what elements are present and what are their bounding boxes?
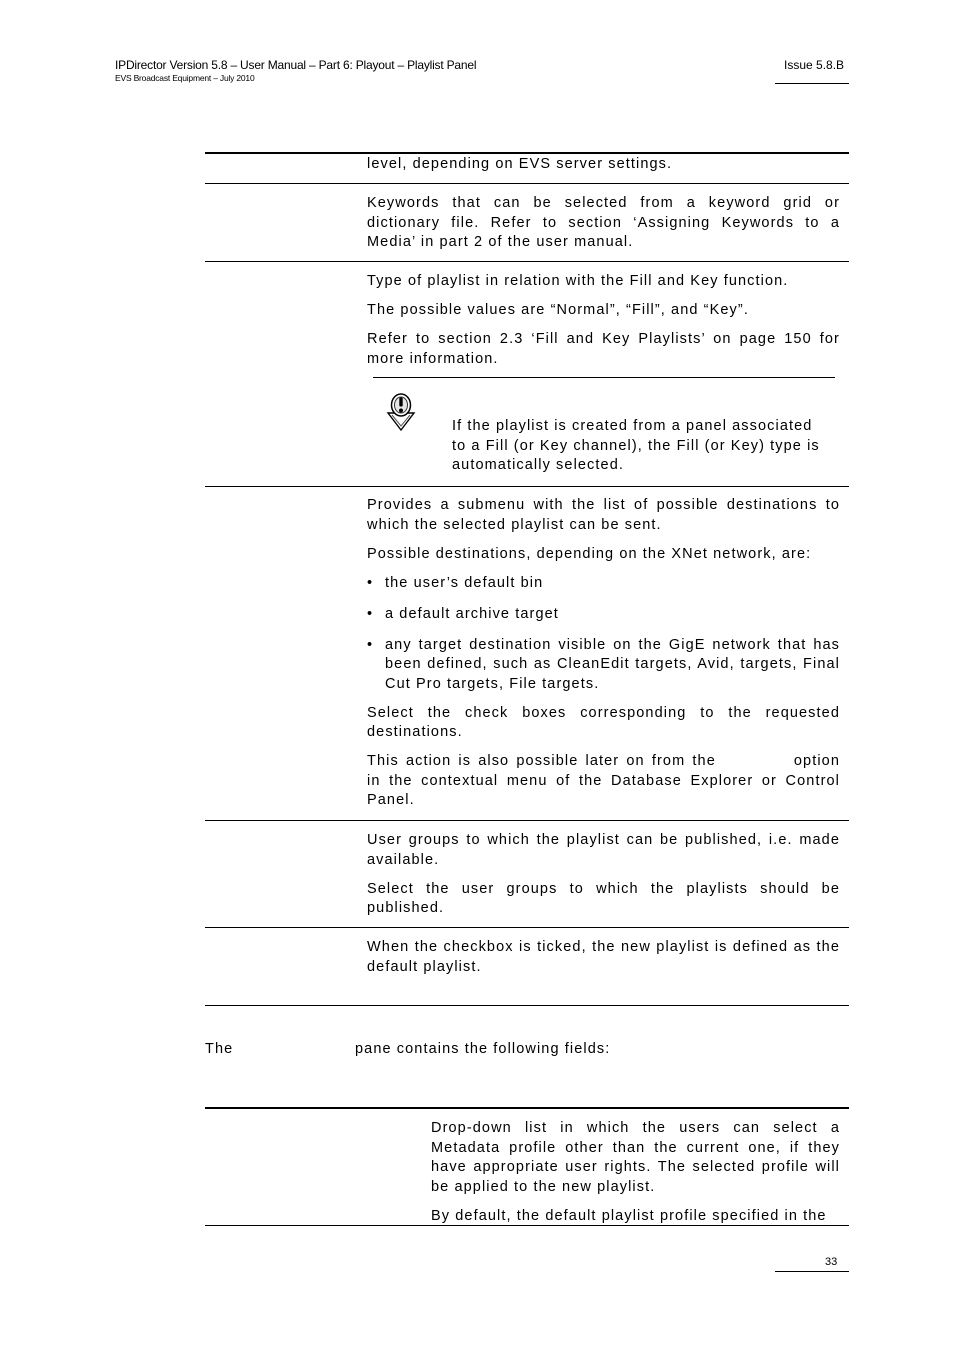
bullet-icon: • (367, 605, 374, 622)
table1-row-divider (205, 820, 849, 821)
table1-row-divider (205, 183, 849, 184)
default-text: When the checkbox is ticked, the new playlist is defined as the default playlist. (367, 939, 840, 975)
table2-bottom-rule (205, 1225, 849, 1226)
pane-intro-text: pane contains the following fields: (355, 1041, 611, 1057)
note-top-rule (373, 377, 835, 378)
footer-rule (775, 1271, 849, 1272)
header-issue: Issue 5.8.B (784, 58, 845, 72)
send-text-4: This action is also possible later on from the option in the contextual menu of the Database Explorer or Control Panel. (367, 753, 840, 808)
table1-cell-send-to (367, 496, 840, 811)
table1-cell-default (367, 938, 840, 977)
bullet-icon: • (367, 636, 374, 653)
send-text-1: Provides a submenu with the list of possible destinations to which the selected playlist can be sent. (367, 497, 840, 533)
list-item: • any target destination visible on the GigE network that has been defined, such as CleanEdit targets, Avid, targets, Final Cut Pro targets, File targets. (367, 636, 840, 692)
bullet-icon: • (367, 574, 374, 591)
header-subtitle: EVS Broadcast Equipment – July 2010 (115, 73, 255, 83)
send-text-3: Select the check boxes corresponding to the requested destinations. (367, 704, 840, 740)
type-text-1: Type of playlist in relation with the Fill and Key function. (367, 273, 789, 289)
publish-text-2: Select the user groups to which the playlists should be published. (367, 880, 840, 916)
page-number: 33 (825, 1256, 838, 1268)
table2-top-rule (205, 1107, 849, 1109)
profile-text-1: Drop-down list in which the users can select a Metadata profile other than the current one, if they have appropriate user rights. The selected profile will be applied to the new playlist. (431, 1120, 840, 1195)
table1-cell-publish (367, 831, 840, 919)
warning-note-icon (384, 391, 418, 433)
header-title: IPDirector Version 5.8 – User Manual – Part 6: Playout – Playlist Panel (115, 58, 477, 72)
send-text-2: Possible destinations, depending on the XNet network, are: (367, 545, 812, 562)
profile-text-2: By default, the default playlist profile specified in the (431, 1207, 827, 1224)
table1-top-rule (205, 152, 849, 154)
table1-row-divider (205, 486, 849, 487)
type-text-2: The possible values are “Normal”, “Fill”, and “Key”. (367, 302, 749, 318)
publish-text-1: User groups to which the playlist can be published, i.e. made available. (367, 832, 840, 868)
note-text: If the playlist is created from a panel associated to a Fill (or Key channel), the Fill (or Key) type is automatically selected. (452, 418, 820, 473)
table1-cell-keywords (367, 194, 840, 253)
table1-bottom-rule (205, 1005, 849, 1006)
table1-cell-level (367, 155, 840, 175)
header-rule (775, 83, 849, 84)
table2-cell-profile (431, 1119, 840, 1236)
table1-row-divider (205, 927, 849, 928)
type-text-3: Refer to section 2.3 ‘Fill and Key Playlists’ on page 150 for more information. (367, 331, 840, 367)
list-item: • a default archive target (367, 605, 840, 625)
table1-row-divider (205, 261, 849, 262)
level-text: level, depending on EVS server settings. (367, 156, 673, 172)
table1-cell-type (367, 272, 840, 369)
pane-intro-the: The (205, 1041, 234, 1057)
destination-list (367, 574, 840, 695)
list-item: • the user’s default bin (367, 574, 840, 594)
keywords-text: Keywords that can be selected from a keyword grid or dictionary file. Refer to section ‘Assigning Keywords to a Media’ in part 2 of the user manual. (367, 195, 840, 250)
